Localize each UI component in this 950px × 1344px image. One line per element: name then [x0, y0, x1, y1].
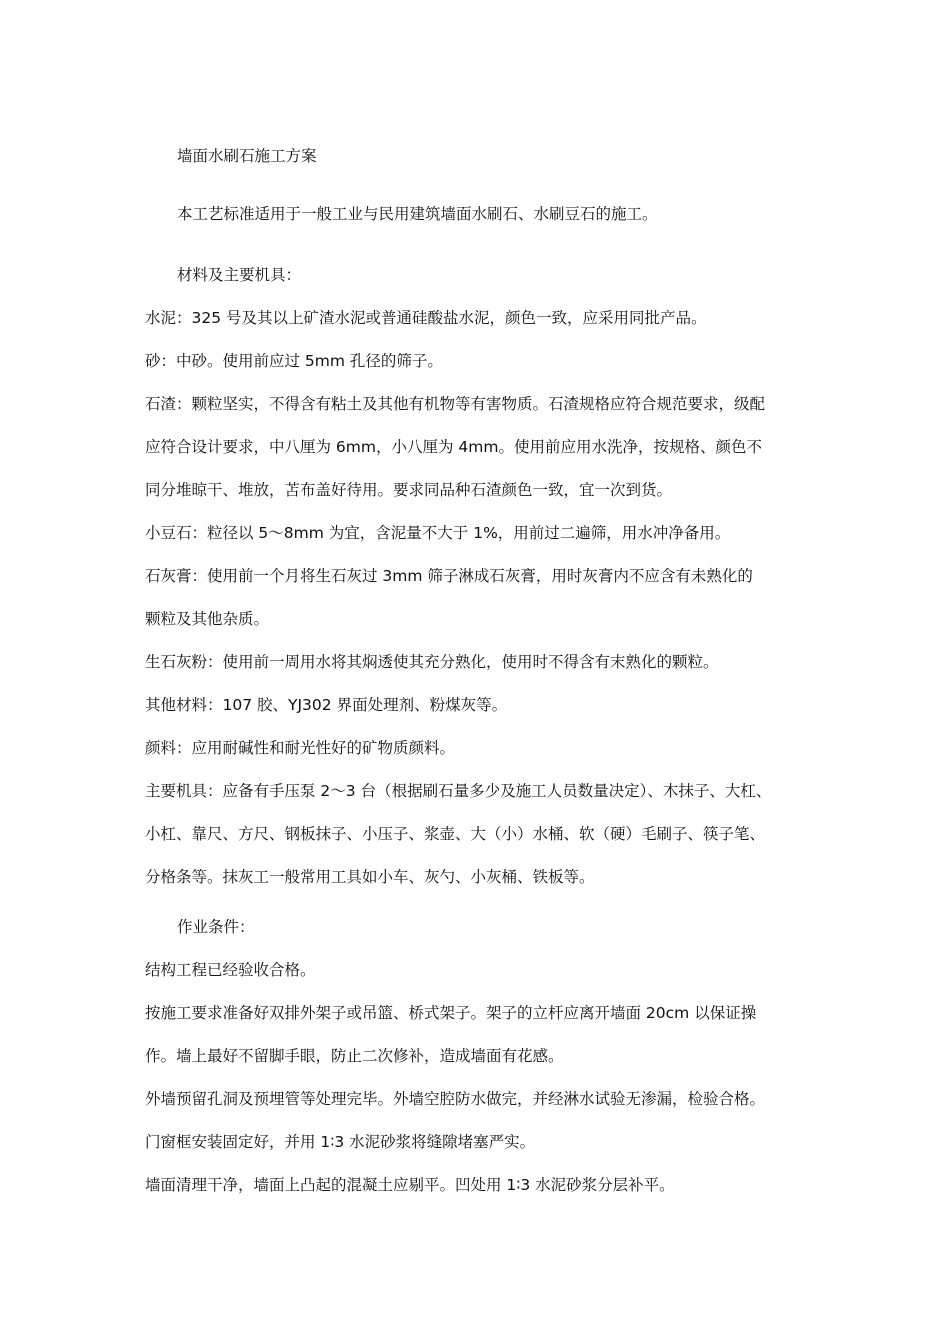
conditions-line: 作。墙上最好不留脚手眼，防止二次修补，造成墙面有花感。	[145, 1047, 564, 1065]
materials-line: 水泥：325 号及其以上矿渣水泥或普通硅酸盐水泥，颜色一致，应采用同批产品。	[145, 309, 707, 327]
materials-heading: 材料及主要机具：	[177, 266, 302, 284]
conditions-body	[145, 949, 765, 1207]
materials-line: 主要机具：应备有手压泵 2～3 台（根据刷石量多少及施工人员数量决定）、木抹子、大杠、	[145, 782, 772, 800]
materials-line: 砂：中砂。使用前应过 5mm 孔径的筛子。	[145, 352, 443, 370]
conditions-line: 外墙预留孔洞及预埋管等处理完毕。外墙空腔防水做完，并经淋水试验无渗漏，检验合格。	[145, 1090, 766, 1108]
materials-line: 分格条等。抹灰工一般常用工具如小车、灰勺、小灰桶、铁板等。	[145, 868, 595, 886]
materials-line: 其他材料：107 胶、YJ302 界面处理剂、粉煤灰等。	[145, 696, 508, 714]
materials-line: 小豆石：粒径以 5～8mm 为宜，含泥量不大于 1%，用前过二遍筛，用水冲净备用。	[145, 524, 731, 542]
conditions-heading: 作业条件：	[177, 918, 255, 936]
materials-line: 同分堆晾干、堆放，苫布盖好待用。要求同品种石渣颜色一致，宜一次到货。	[145, 481, 673, 499]
materials-line: 石渣：颗粒坚实，不得含有粘土及其他有机物等有害物质。石渣规格应符合规范要求，级配	[145, 395, 766, 413]
materials-line: 生石灰粉：使用前一周用水将其焖透使其充分熟化，使用时不得含有末熟化的颗粒。	[145, 653, 719, 671]
materials-line: 石灰膏：使用前一个月将生石灰过 3mm 筛子淋成石灰膏，用时灰膏内不应含有未熟化的	[145, 567, 753, 585]
document-title: 墙面水刷石施工方案	[177, 147, 317, 165]
conditions-line: 门窗框安装固定好，并用 1∶3 水泥砂浆将缝隙堵塞严实。	[145, 1133, 536, 1151]
conditions-line: 结构工程已经验收合格。	[145, 961, 316, 979]
conditions-line: 按施工要求准备好双排外架子或吊篮、桥式架子。架子的立杆应离开墙面 20cm 以保证操	[145, 1004, 757, 1022]
materials-line: 颗粒及其他杂质。	[145, 610, 270, 628]
materials-section	[145, 254, 771, 899]
conditions-section	[145, 906, 765, 1207]
materials-body	[145, 297, 771, 899]
materials-line: 颜料：应用耐碱性和耐光性好的矿物质颜料。	[145, 739, 456, 757]
conditions-line: 墙面清理干净，墙面上凸起的混凝土应剔平。凹处用 1∶3 水泥砂浆分层补平。	[145, 1176, 675, 1194]
materials-line: 应符合设计要求，中八厘为 6mm，小八厘为 4mm。使用前应用水洗净，按规格、颜色不	[145, 438, 762, 456]
materials-line: 小杠、靠尺、方尺、钢板抹子、小压子、浆壶、大（小）水桶、软（硬）毛刷子、筷子笔、	[145, 825, 766, 843]
intro-paragraph: 本工艺标准适用于一般工业与民用建筑墙面水刷石、水刷豆石的施工。	[177, 205, 658, 223]
